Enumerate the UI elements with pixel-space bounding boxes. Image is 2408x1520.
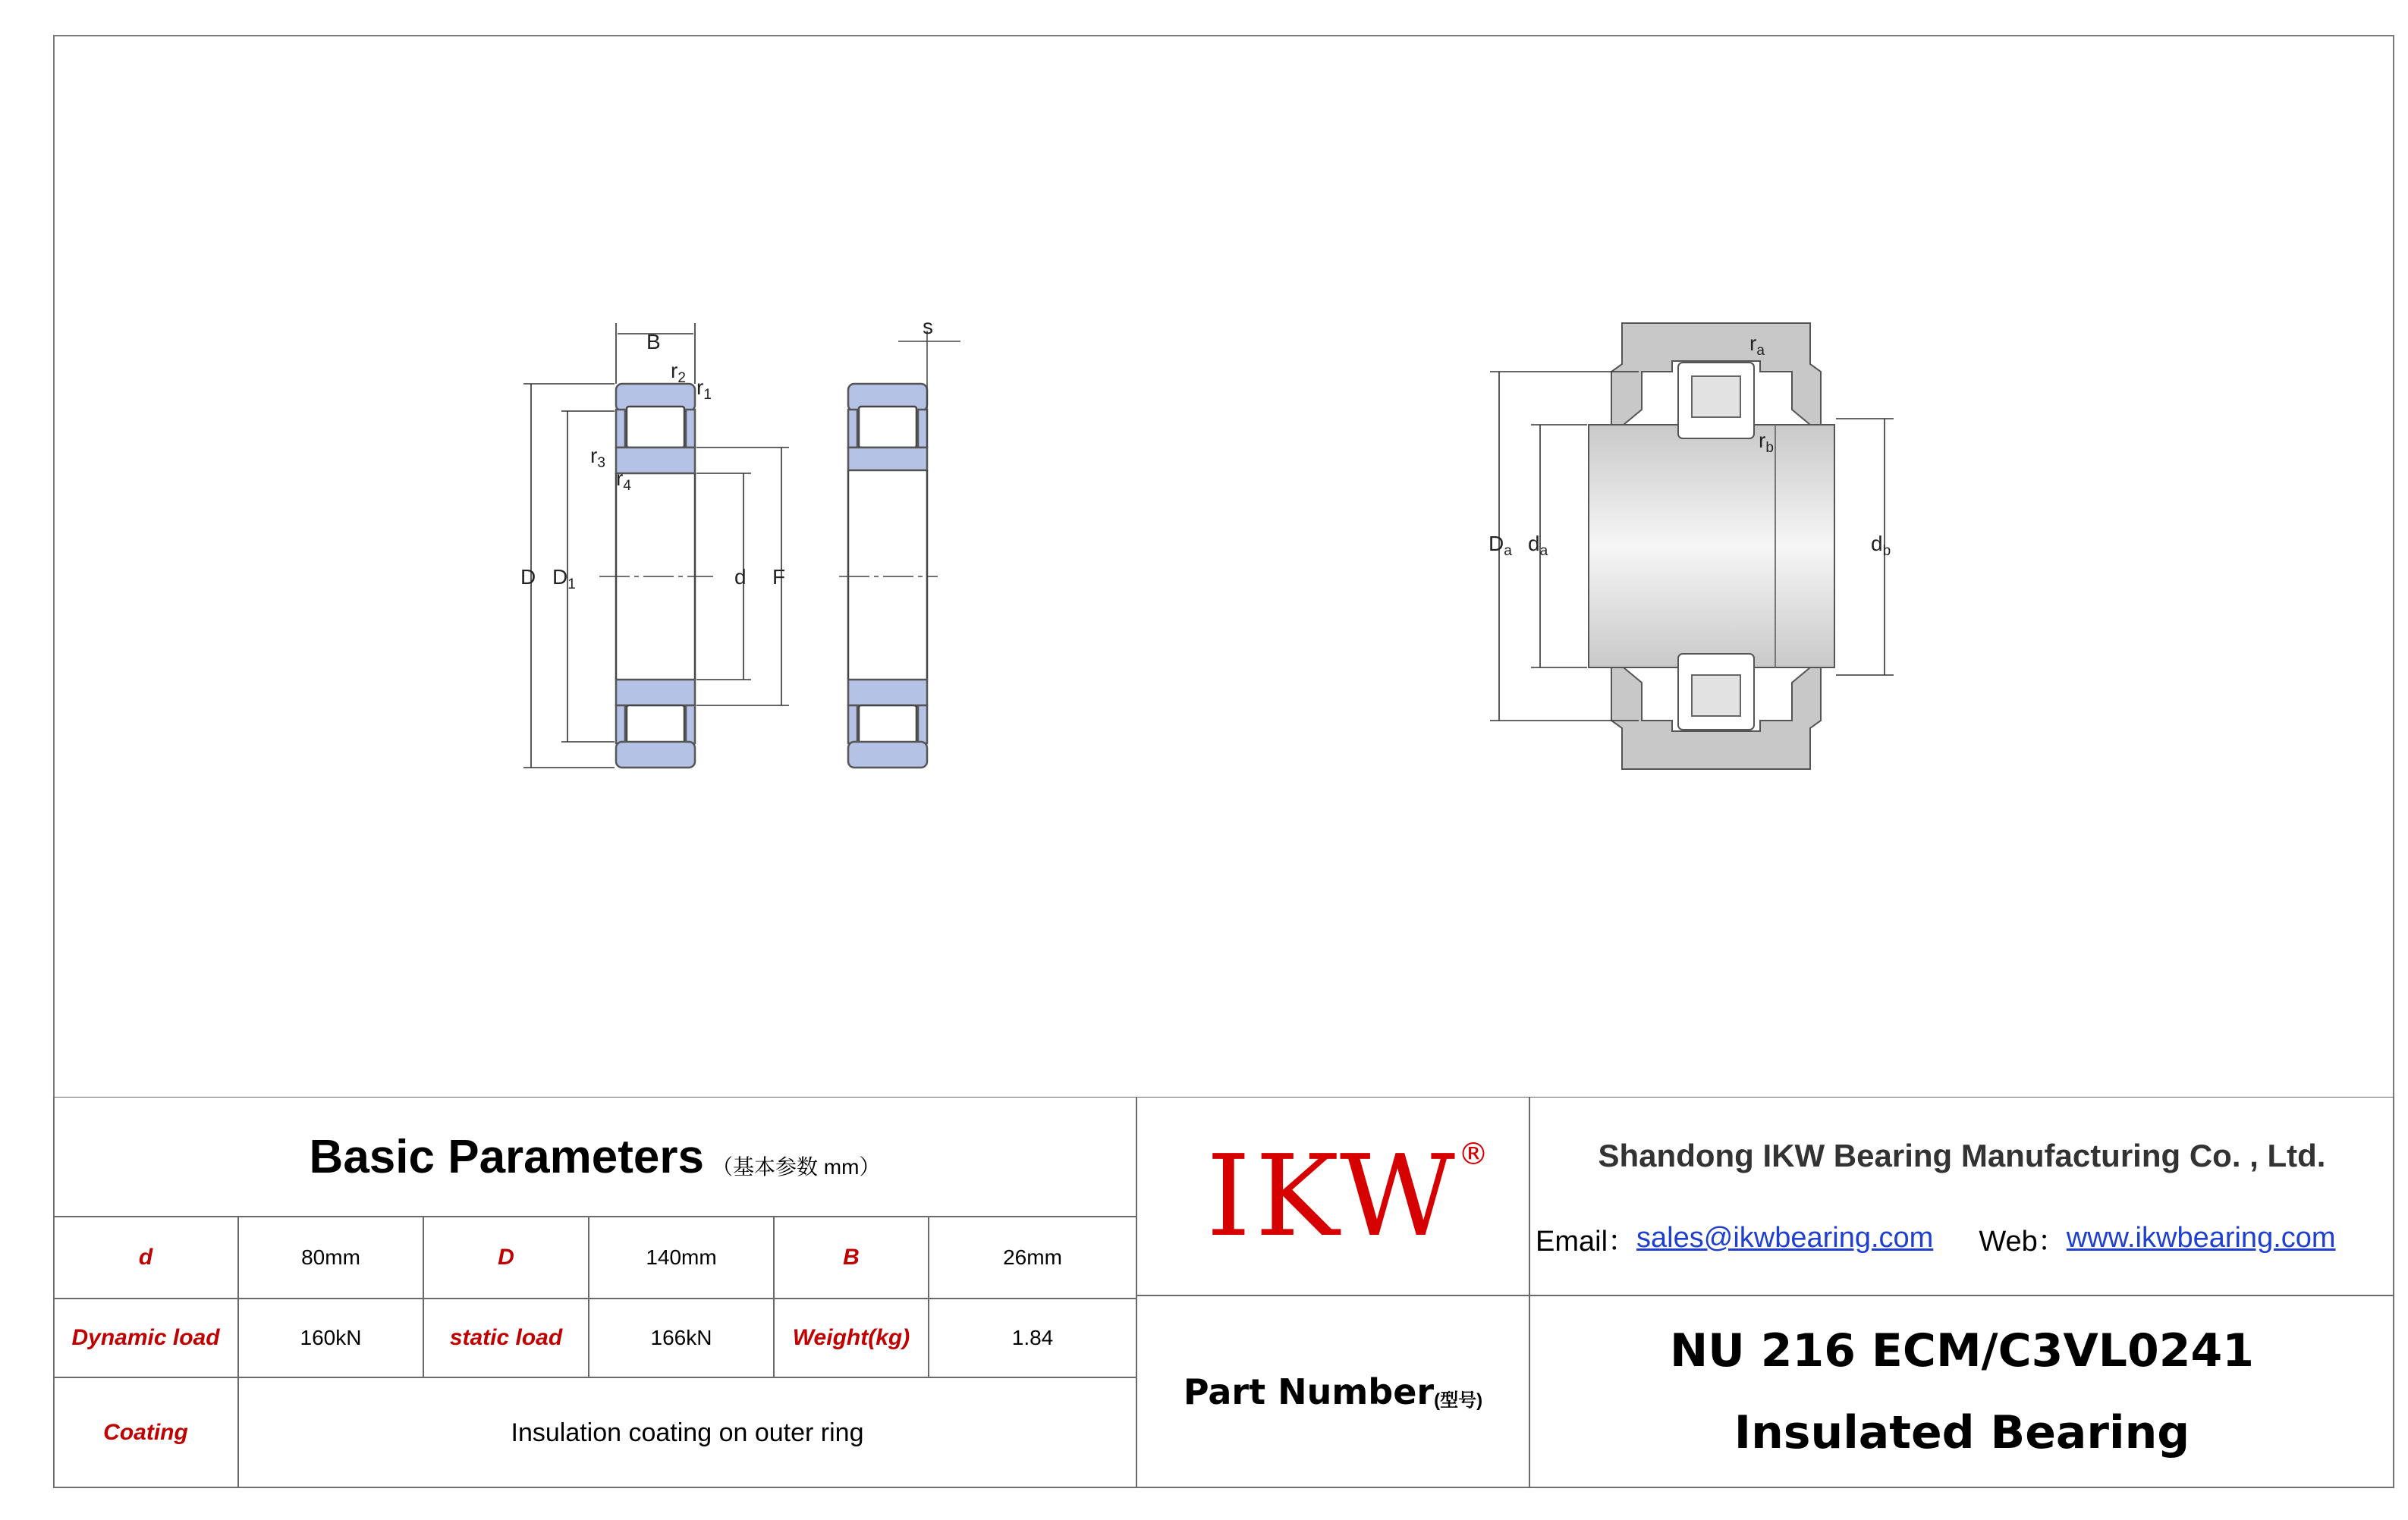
label-F: F: [772, 565, 786, 589]
bearing-section-view: [599, 384, 713, 768]
company-name: Shandong IKW Bearing Manufacturing Co. , Ltd.: [1598, 1137, 2326, 1173]
param-value-static-load: 166kN: [589, 1299, 774, 1377]
svg-text:ra: $r_a$: [1749, 331, 1765, 359]
param-value-dynamic-load: 160kN: [238, 1299, 423, 1377]
part-number-label-cell: [1136, 1295, 1529, 1488]
email-link[interactable]: sales@ikwbearing.com: [1636, 1222, 1934, 1255]
part-number-sublabel: (型号): [1434, 1390, 1483, 1411]
label-d: d: [734, 565, 747, 589]
label-D: D: [520, 565, 536, 589]
contact-line: [1525, 1217, 2399, 1259]
param-label-static-load: static load: [423, 1299, 589, 1377]
svg-text:da: $d_a$: [1528, 532, 1548, 559]
svg-text:D1: $D_1$: [552, 565, 576, 592]
svg-text:r3: $r_3$: [590, 444, 605, 471]
model-cell: [1529, 1295, 2394, 1488]
param-label-d: d: [53, 1217, 238, 1299]
model-number: NU 216 ECM/C3VL0241: [1669, 1324, 2255, 1378]
svg-text:rb: $r_b$: [1759, 429, 1774, 456]
param-label-B: B: [774, 1217, 929, 1299]
bearing-type: Insulated Bearing: [1734, 1405, 2190, 1459]
web-link[interactable]: www.ikwbearing.com: [2066, 1222, 2336, 1255]
logo-cell: [1136, 1097, 1529, 1295]
basic-params-title: Basic Parameters: [309, 1130, 705, 1183]
bearing-mounting-view: [1490, 323, 1894, 769]
registered-mark: ®: [1457, 1137, 1493, 1172]
bearing-outer-ring-view: [839, 331, 960, 768]
label-B: B: [646, 330, 661, 353]
company-cell: [1529, 1097, 2394, 1295]
svg-text:r4: $r_4$: [616, 466, 631, 494]
param-value-B: 26mm: [929, 1217, 1136, 1299]
svg-text:r2: $r_2$: [671, 359, 686, 386]
svg-text:Da: $D_a$: [1488, 532, 1512, 559]
param-value-coating: Insulation coating on outer ring: [238, 1377, 1136, 1488]
param-label-weight: Weight(kg): [774, 1299, 929, 1377]
param-value-d: 80mm: [238, 1217, 423, 1299]
param-label-dynamic-load: Dynamic load: [53, 1299, 238, 1377]
label-s: s: [923, 315, 933, 338]
param-value-weight: 1.84: [929, 1299, 1136, 1377]
ikw-logo: IKW ®: [1206, 1131, 1493, 1261]
svg-text:r1: $r_1$: [696, 375, 712, 403]
basic-params-header: [53, 1097, 1136, 1217]
web-label: Web：: [1979, 1226, 2067, 1258]
svg-text:db: $d_b$: [1871, 532, 1891, 559]
param-value-D: 140mm: [589, 1217, 774, 1299]
param-label-coating: Coating: [53, 1377, 238, 1488]
param-label-D: D: [423, 1217, 589, 1299]
title-block: [53, 1097, 2394, 1488]
email-label: Email：: [1536, 1226, 1637, 1258]
basic-params-subtitle: （基本参数 mm）: [712, 1155, 881, 1179]
part-number-label: Part Number: [1183, 1371, 1435, 1412]
